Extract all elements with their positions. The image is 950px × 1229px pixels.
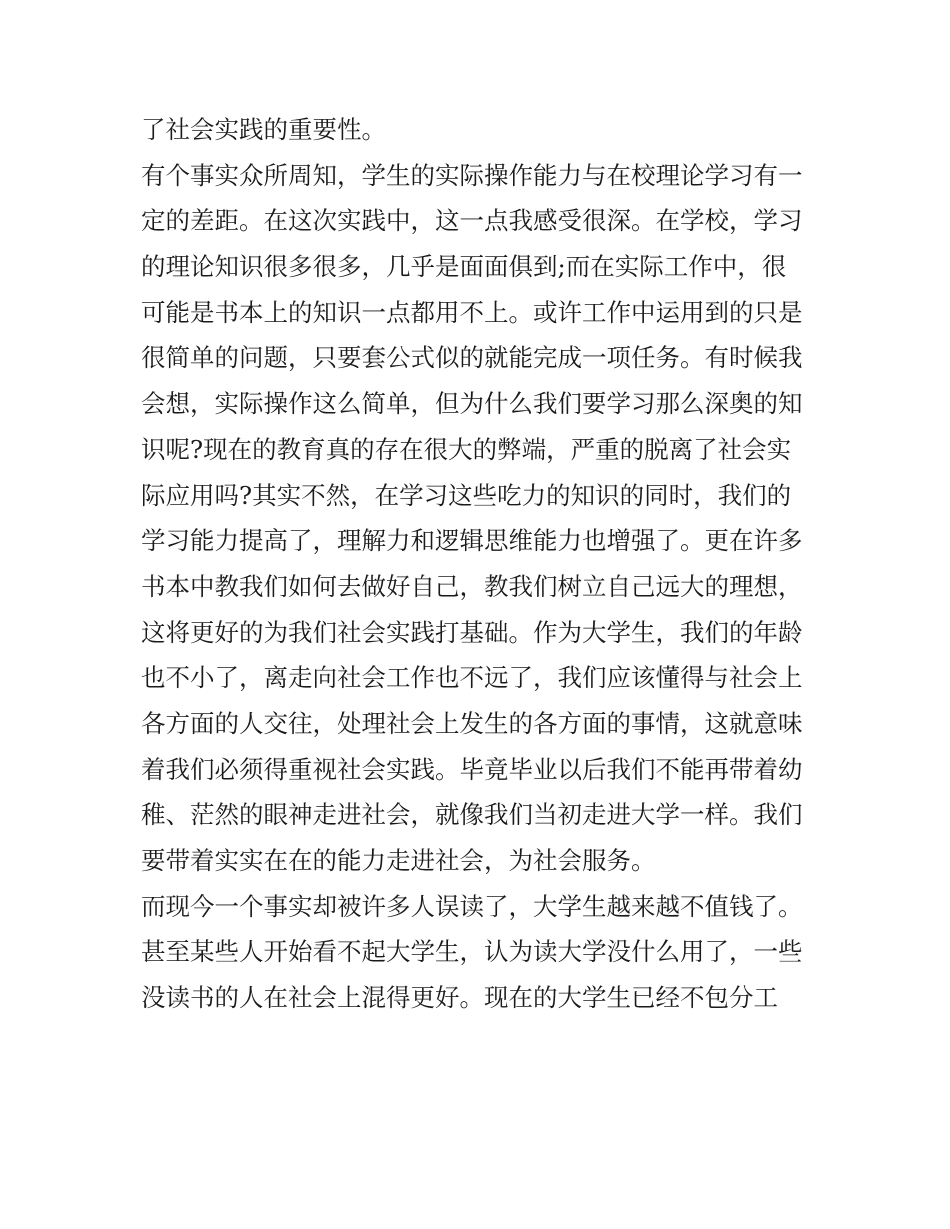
text-line: 甚至某些人开始看不起大学生，认为读大学没什么用了，一些: [141, 937, 803, 967]
text-line: 要带着实实在在的能力走进社会，为社会服务。: [141, 846, 656, 875]
text-line: 而现今一个事实却被许多人误读了，大学生越来越不值钱了。: [141, 891, 803, 921]
text-line: 会想，实际操作这么简单，但为什么我们要学习那么深奥的知: [141, 389, 803, 419]
text-line: 际应用吗?其实不然，在学习这些吃力的知识的同时，我们的: [141, 480, 792, 510]
text-line: 了社会实践的重要性。: [141, 115, 386, 144]
text-line: 书本中教我们如何去做好自己，教我们树立自己远大的理想，: [141, 571, 803, 601]
text-line: 也不小了，离走向社会工作也不远了，我们应该懂得与社会上: [141, 663, 803, 693]
text-line: 可能是书本上的知识一点都用不上。或许工作中运用到的只是: [141, 297, 803, 327]
text-line: 有个事实众所周知，学生的实际操作能力与在校理论学习有一: [141, 160, 803, 190]
text-line: 很简单的问题，只要套公式似的就能完成一项任务。有时候我: [141, 343, 803, 373]
text-line: 这将更好的为我们社会实践打基础。作为大学生，我们的年龄: [141, 617, 803, 647]
body-text: [141, 107, 821, 1021]
text-line: 着我们必须得重视社会实践。毕竟毕业以后我们不能再带着幼: [141, 754, 803, 784]
text-line: 稚、茫然的眼神走进社会，就像我们当初走进大学一样。我们: [141, 800, 803, 830]
text-line: 定的差距。在这次实践中，这一点我感受很深。在学校，学习: [141, 206, 803, 236]
text-line: 学习能力提高了，理解力和逻辑思维能力也增强了。更在许多: [141, 526, 803, 556]
text-line: 识呢?现在的教育真的存在很大的弊端，严重的脱离了社会实: [141, 434, 792, 464]
text-line: 没读书的人在社会上混得更好。现在的大学生已经不包分工: [141, 983, 778, 1013]
text-line: 的理论知识很多很多，几乎是面面俱到;而在实际工作中，很: [141, 252, 787, 282]
text-line: 各方面的人交往，处理社会上发生的各方面的事情，这就意味: [141, 708, 803, 738]
